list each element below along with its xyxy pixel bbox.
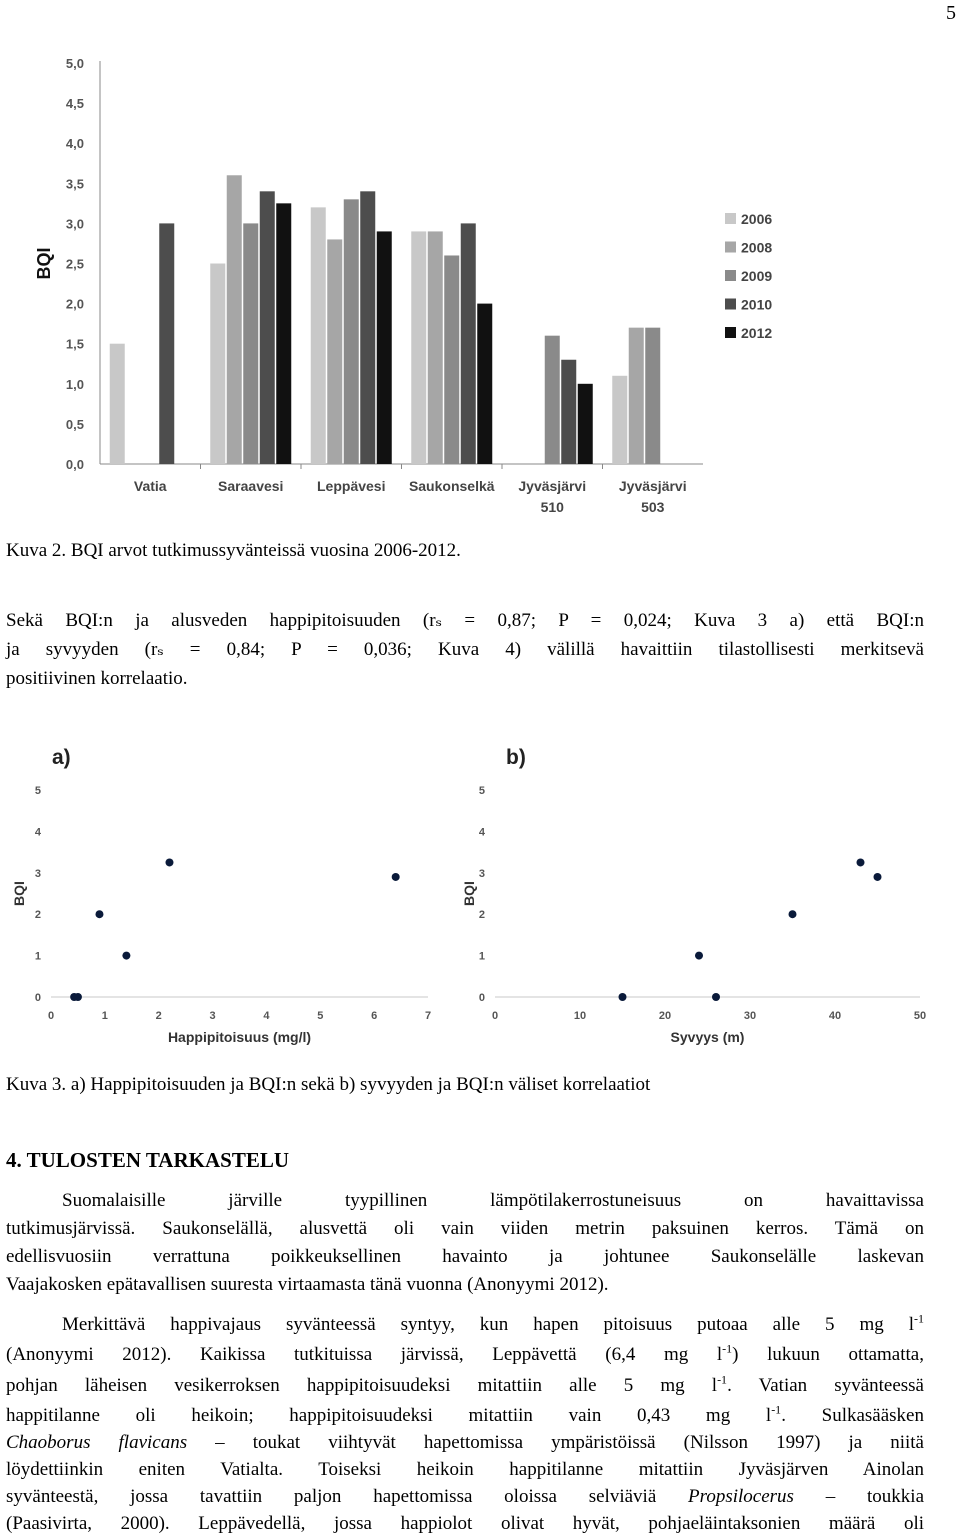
x-tick-label: 0 [47,1010,55,1022]
bar [629,328,644,464]
bar [110,344,125,464]
legend-swatch [725,299,736,310]
bar [411,231,426,464]
panel-label: b) [506,746,526,769]
y-tick-label: 1 [34,950,41,963]
x-tick-label: 50 [913,1010,927,1022]
y-tick-label: 2 [34,909,41,922]
y-tick-label: 5 [478,785,485,797]
bar [159,223,174,464]
x-tick-label: 1 [101,1010,108,1022]
category-label: Vatia [133,478,167,494]
species-name: Chaoborus flavicans [6,1432,188,1453]
paragraph-2-line-2: (Anonyymi 2012). Kaikissa tutkituissa järvissä, Leppävettä (6,4 mg $l^{-1}$) lukuun ottamatta, [6,1341,924,1365]
legend-label: 2009 [741,268,773,284]
y-tick-label: 3 [34,867,41,880]
intro-line-3: positiivinen korrelaatio. [6,668,188,689]
bar [545,336,560,464]
y-tick-label: 1,0 [65,376,84,392]
legend-label: 2008 [741,239,773,256]
paragraph-2-line-8: (Paasivirta, 2000). Leppävedellä, jossa happiolot olivat hyvät, pohjaeläintaksonien määrä oli [6,1513,924,1534]
data-point [857,858,865,866]
bar [311,207,326,464]
bar [344,199,359,464]
x-axis-label: Happipitoisuus (mg/l) [167,1029,312,1045]
y-tick-label: 0 [34,992,41,1004]
bar [260,191,275,464]
x-tick-label: 5 [317,1010,324,1022]
y-tick-label: 0 [478,992,485,1004]
x-tick-label: 30 [743,1010,757,1022]
x-tick-label: 20 [658,1010,672,1022]
paragraph-2-line-5: Chaoborus flavicans – toukat viihtyvät hapettomissa ympäristöissä (Nilsson 1997) ja niitä [6,1432,924,1453]
bar [276,203,291,464]
y-axis-label: BQI [461,881,477,906]
x-tick-label: 4 [263,1010,270,1022]
data-point [619,993,627,1001]
category-label: Saukonselkä [408,478,495,494]
legend-swatch [725,213,736,224]
section-heading: 4. TULOSTEN TARKASTELU [6,1148,290,1172]
paragraph-1-line-4: Vaajakosken epätavallisen suuresta virtaamasta tänä vuonna (Anonyymi 2012). [6,1274,609,1295]
data-point [789,910,797,918]
y-tick-label: 5,0 [65,56,84,71]
bar [461,223,476,464]
y-tick-label: 4,5 [65,96,84,112]
category-label: 510 [540,499,564,515]
y-tick-label: 3 [478,867,485,880]
y-tick-label: 4,0 [65,136,84,152]
paragraph-1-line-1: Suomalaisille järville tyypillinen lämpötilakerrostuneisuus on havaittavissa [62,1190,924,1211]
data-point [74,993,82,1001]
figure-2-caption: Kuva 2. BQI arvot tutkimussyvänteissä vuosina 2006-2012. [6,540,461,561]
bar [612,376,627,464]
data-point [95,910,103,918]
scatter-plot-depth [450,730,950,1055]
y-tick-label: 3,0 [65,216,84,232]
figure-3-caption: Kuva 3. a) Happipitoisuuden ja BQI:n sekä b) syvyyden ja BQI:n väliset korrelaatiot [6,1074,651,1095]
category-label: Leppävesi [317,478,386,494]
bar [360,191,375,464]
category-label: Saraavesi [218,478,284,494]
y-tick-label: 0,0 [65,457,84,472]
paragraph-2-line-1: Merkittävä happivajaus syvänteessä syntyy, kun hapen pitoisuus putoaa alle 5 mg $l^{-1}$ [62,1311,924,1335]
bqi-bar-chart [0,40,960,530]
x-tick-label: 3 [209,1010,216,1022]
paragraph-2-line-7: syvänteestä, jossa tavattiin paljon hapettomissa oloissa selviäviä Propsilocerus – toukkia [6,1486,924,1507]
genus-name: Propsilocerus [688,1486,794,1507]
y-tick-label: 3,5 [65,176,84,192]
bar [561,360,576,464]
y-tick-label: 1,5 [65,336,84,352]
legend-swatch [725,242,736,253]
data-point [122,952,130,960]
y-tick-label: 4 [478,826,485,839]
data-point [165,858,173,866]
x-tick-label: 6 [371,1010,378,1022]
category-label: Jyväsjärvi [618,478,687,494]
paragraph-2-line-6: löydettiinkin eniten Vatialta. Toiseksi heikoin happitilanne mitattiin Jyväsjärven Ainolan [6,1459,924,1480]
x-axis-label: Syvyys (m) [670,1029,745,1045]
legend-swatch [725,270,736,281]
bar [243,223,258,464]
x-tick-label: 40 [828,1010,842,1022]
intro-line-1: Sekä BQI:n ja alusveden happipitoisuuden (rₛ = 0,87; P = 0,024; Kuva 3 a) että BQI:n [6,610,924,631]
data-point [392,873,400,881]
intro-line-2: ja syvyyden (rₛ = 0,84; P = 0,036; Kuva 4) välillä havaittiin tilastollisesti merkitsevä [6,639,924,660]
x-tick-label: 2 [155,1010,162,1022]
scatter-plot-oxygen [0,730,470,1055]
y-tick-label: 1 [478,950,485,963]
legend-label: 2012 [741,325,773,341]
data-point [874,873,882,881]
y-tick-label: 2,0 [65,296,84,312]
category-label: Jyväsjärvi [518,478,587,494]
y-axis-label: BQI [34,247,54,280]
bar [578,384,593,464]
y-tick-label: 2,5 [65,256,84,272]
bar [327,239,342,464]
bar [227,175,242,464]
bar [210,264,225,465]
paragraph-1-line-3: edellisvuosiin verrattuna poikkeuksellinen havainto ja johtunee Saukonselälle laskevan [6,1246,924,1267]
bar [645,328,660,464]
bar [377,231,392,464]
x-tick-label: 10 [573,1010,587,1022]
legend-label: 2010 [741,296,773,313]
paragraph-2-line-3: pohjan läheisen vesikerroksen happipitoisuudeksi mitattiin alle 5 mg $l^{-1}$. Vatian syvänteessä [6,1372,924,1396]
y-tick-label: 2 [478,909,485,922]
paragraph-2-line-4: happitilanne oli heikoin; happipitoisuudeksi mitattiin vain 0,43 mg $l^{-1}$. Sulkasääsken [6,1402,924,1426]
data-point [695,952,703,960]
x-tick-label: 0 [491,1010,499,1022]
y-axis-label: BQI [11,881,27,906]
bar [444,255,459,464]
data-point [712,993,720,1001]
y-tick-label: 0,5 [65,416,84,432]
legend-label: 2006 [741,211,773,227]
panel-label: a) [52,746,71,769]
y-tick-label: 4 [34,826,41,839]
category-label: 503 [641,499,665,515]
page-number: 5 [946,2,956,24]
bar [428,231,443,464]
legend-swatch [725,327,736,338]
y-tick-label: 5 [34,785,41,797]
paragraph-1-line-2: tutkimusjärvissä. Saukonselällä, alusvettä oli vain viiden metrin paksuinen kerros. Tämä on [6,1218,924,1239]
bar [477,304,492,464]
x-tick-label: 7 [424,1010,432,1022]
